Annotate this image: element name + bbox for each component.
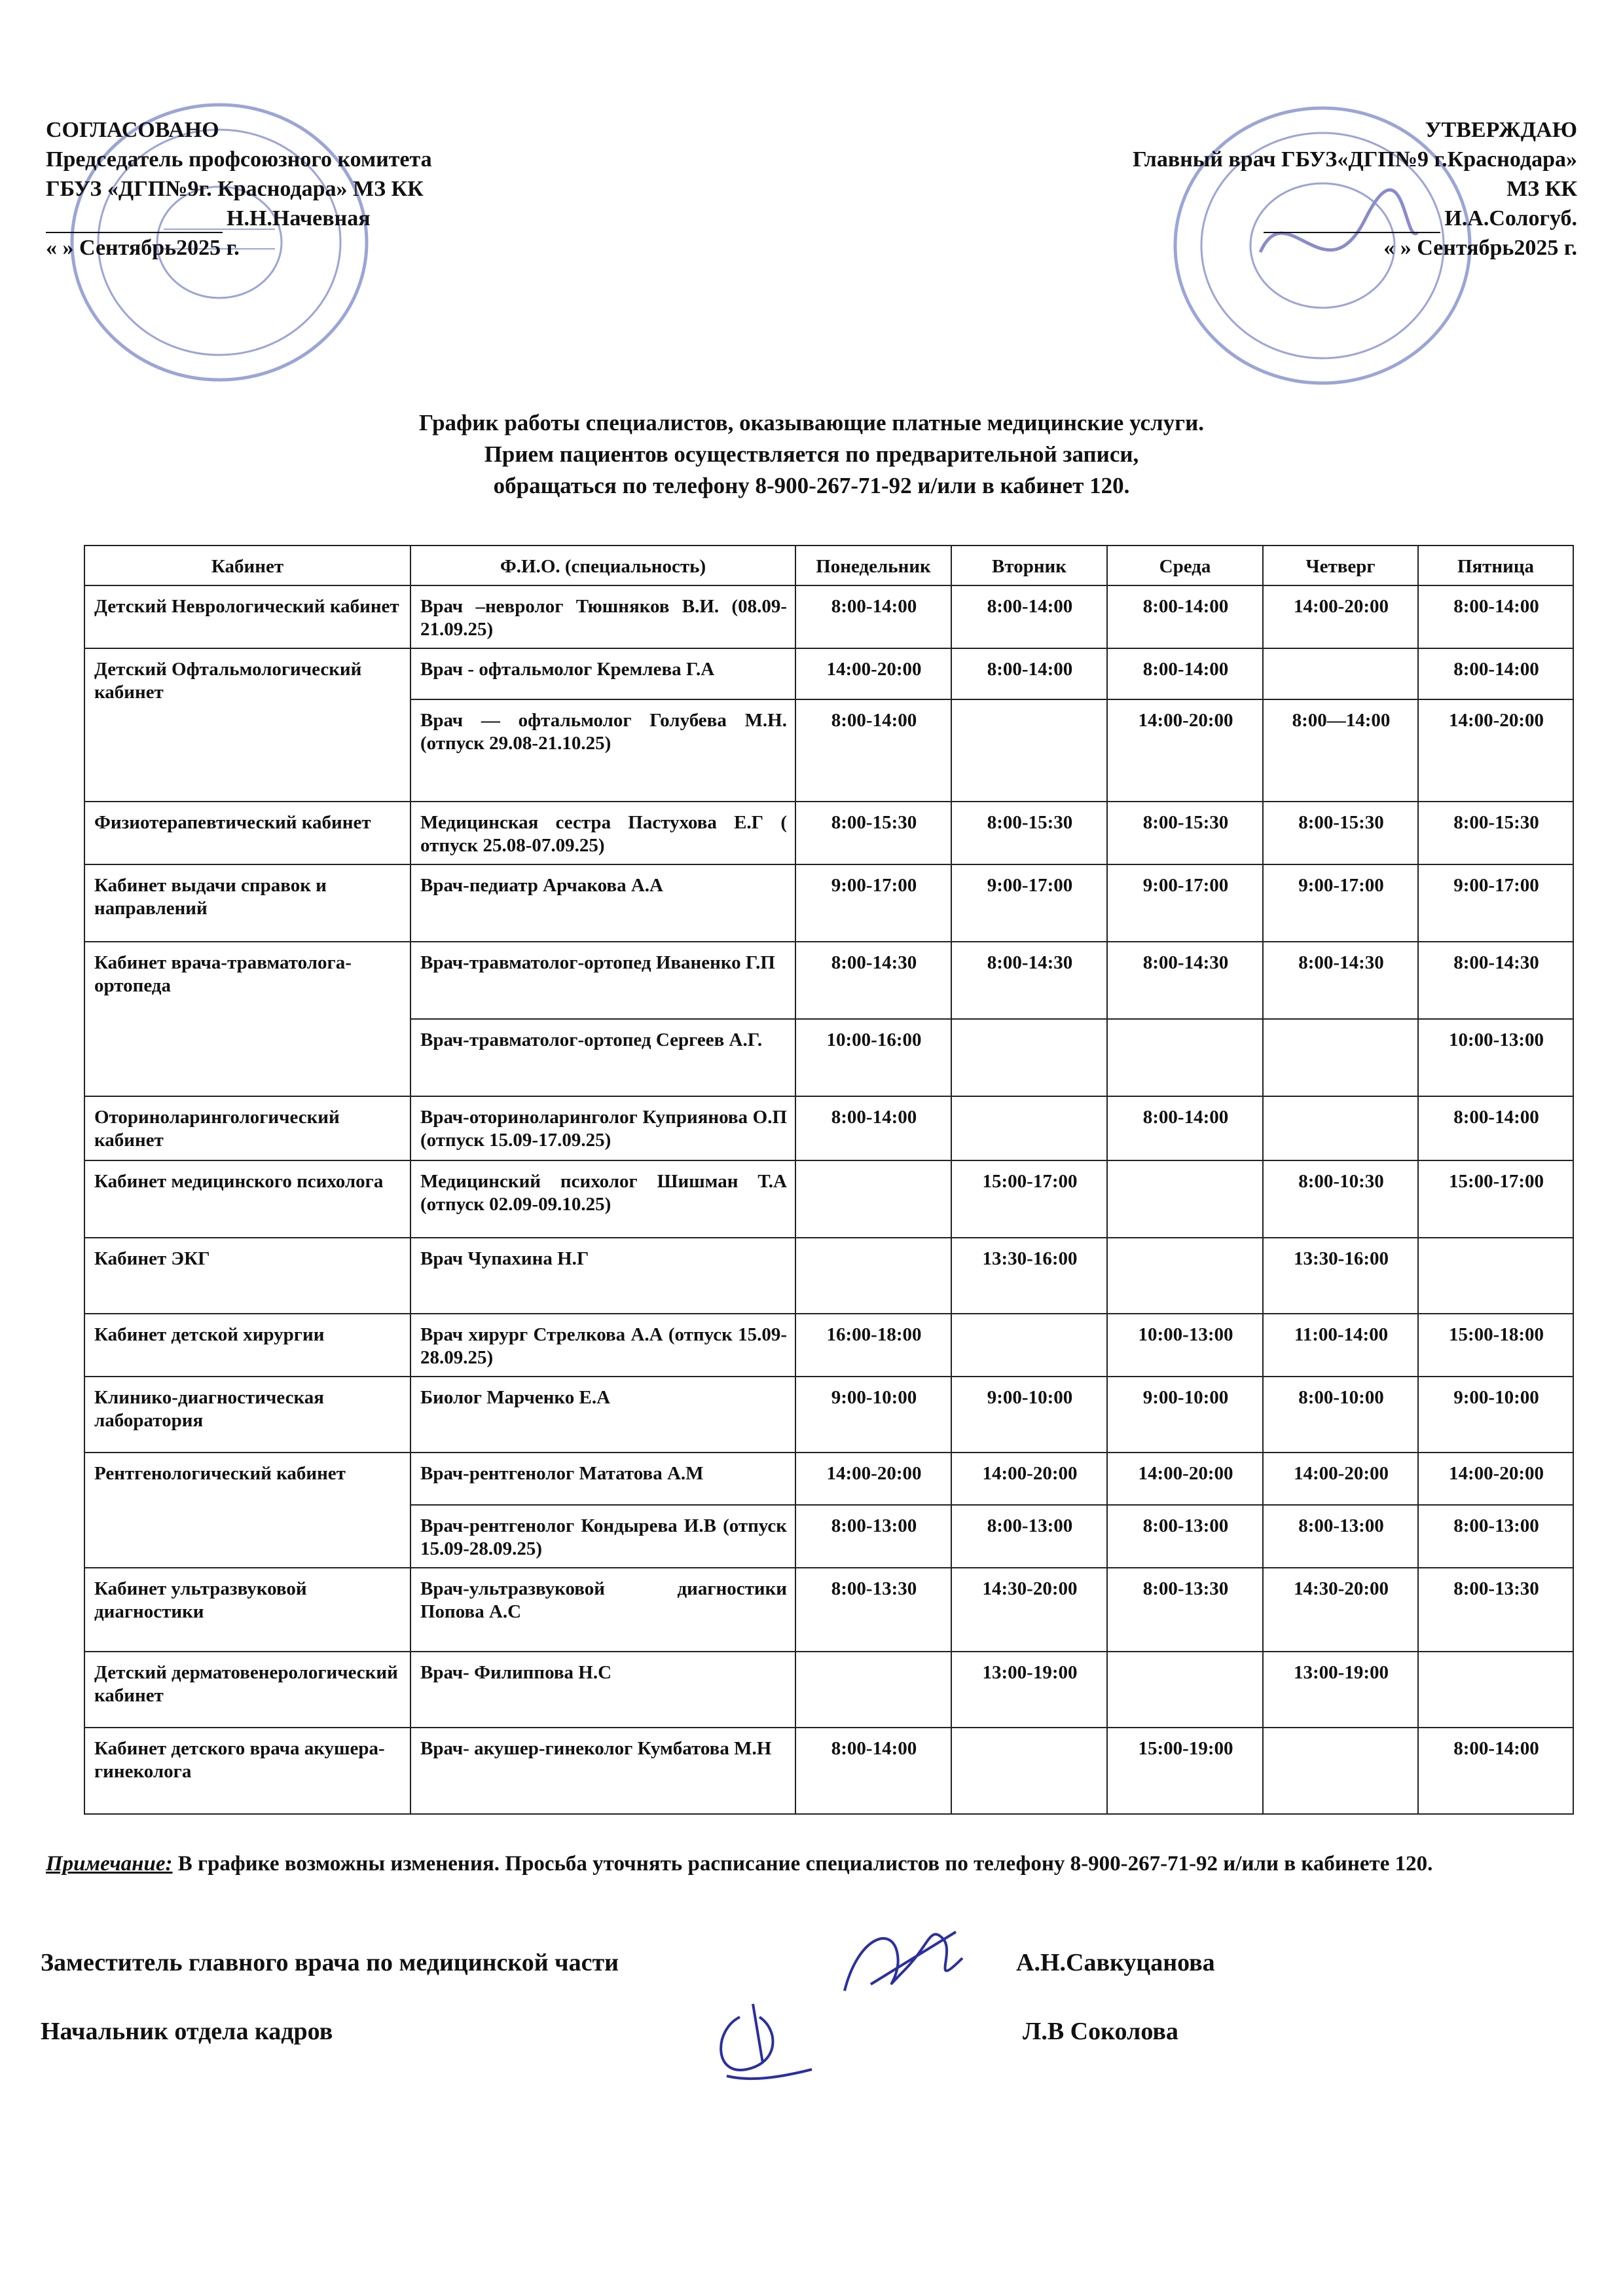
- time-cell: 8:00-15:30: [1263, 802, 1418, 864]
- time-cell: 8:00-14:00: [951, 585, 1107, 648]
- approval-right-block: [1133, 115, 1577, 263]
- handwritten-signature-deputy: [831, 1912, 976, 2010]
- time-cell: 8:00-14:00: [1418, 585, 1573, 648]
- title-line3: обращаться по телефону 8-900-267-71-92 и/или в кабинет 120.: [493, 473, 1130, 498]
- table-row: [84, 864, 1573, 942]
- time-cell: 8:00-14:30: [1107, 942, 1263, 1019]
- approval-left-line1: Председатель профсоюзного комитета: [46, 147, 432, 172]
- time-cell: 14:00-20:00: [1418, 1453, 1573, 1505]
- time-cell: 8:00-14:00: [1418, 1728, 1573, 1814]
- time-cell: [951, 1019, 1107, 1096]
- approval-left-date: « » Сентябрь2025 г.: [46, 236, 240, 260]
- time-cell: 14:00-20:00: [1107, 1453, 1263, 1505]
- time-cell: 8:00-14:30: [951, 942, 1107, 1019]
- time-cell: [1107, 1652, 1263, 1728]
- table-row: [84, 1728, 1573, 1814]
- cabinet-cell: Кабинет детского врача акушера-гинеколога: [84, 1728, 410, 1814]
- column-header: Среда: [1107, 546, 1263, 585]
- cabinet-cell: Оториноларингологический кабинет: [84, 1096, 410, 1160]
- time-cell: 8:00-15:30: [1418, 802, 1573, 864]
- table-row: [84, 1238, 1573, 1314]
- approval-right-line2: МЗ КК: [1506, 177, 1577, 201]
- time-cell: 8:00-13:30: [1107, 1568, 1263, 1652]
- specialist-cell: Врач-ультразвуковой диагностики Попова А.С: [410, 1568, 795, 1652]
- time-cell: [1263, 648, 1418, 699]
- time-cell: 8:00-14:00: [1418, 648, 1573, 699]
- cabinet-cell: Кабинет ультразвуковой диагностики: [84, 1568, 410, 1652]
- table-row: [84, 648, 1573, 699]
- specialist-cell: Врач- акушер-гинеколог Кумбатова М.Н: [410, 1728, 795, 1814]
- time-cell: 13:00-19:00: [1263, 1652, 1418, 1728]
- time-cell: [1418, 1238, 1573, 1314]
- time-cell: 9:00-17:00: [1107, 864, 1263, 942]
- time-cell: 13:00-19:00: [951, 1652, 1107, 1728]
- time-cell: 9:00-10:00: [1107, 1377, 1263, 1453]
- time-cell: 8:00—14:00: [1263, 699, 1418, 802]
- signature-name-hr: Л.В Соколова: [1023, 2018, 1178, 2045]
- specialist-cell: Врач - офтальмолог Кремлева Г.А: [410, 648, 795, 699]
- note: [46, 1848, 1578, 1879]
- table-row: [84, 1096, 1573, 1160]
- time-cell: 8:00-13:00: [1263, 1505, 1418, 1568]
- specialist-cell: Врач Чупахина Н.Г: [410, 1238, 795, 1314]
- specialist-cell: Врач- Филиппова Н.С: [410, 1652, 795, 1728]
- time-cell: [1263, 1019, 1418, 1096]
- time-cell: 8:00-13:30: [795, 1568, 951, 1652]
- time-cell: 9:00-10:00: [1418, 1377, 1573, 1453]
- time-cell: 8:00-14:00: [795, 1728, 951, 1814]
- time-cell: 14:00-20:00: [795, 648, 951, 699]
- time-cell: 14:30-20:00: [951, 1568, 1107, 1652]
- column-header: Ф.И.О. (специальность): [410, 546, 795, 585]
- time-cell: [951, 1728, 1107, 1814]
- time-cell: 14:00-20:00: [1263, 585, 1418, 648]
- column-header: Кабинет: [84, 546, 410, 585]
- table-header-row: [84, 546, 1573, 585]
- cabinet-cell: Кабинет ЭКГ: [84, 1238, 410, 1314]
- time-cell: 8:00-14:00: [1107, 585, 1263, 648]
- time-cell: [795, 1160, 951, 1238]
- title-line2: Прием пациентов осуществляется по предварительной записи,: [484, 441, 1139, 467]
- time-cell: 8:00-10:30: [1263, 1160, 1418, 1238]
- specialist-cell: Медицинский психолог Шишман Т.А (отпуск 02.09-09.10.25): [410, 1160, 795, 1238]
- specialist-cell: Врач-травматолог-ортопед Сергеев А.Г.: [410, 1019, 795, 1096]
- column-header: Пятница: [1418, 546, 1573, 585]
- time-cell: 16:00-18:00: [795, 1314, 951, 1377]
- time-cell: 8:00-14:00: [1418, 1096, 1573, 1160]
- table-row: [84, 1160, 1573, 1238]
- time-cell: 9:00-10:00: [795, 1377, 951, 1453]
- time-cell: 8:00-14:00: [951, 648, 1107, 699]
- time-cell: [951, 1096, 1107, 1160]
- approval-left-line2: ГБУЗ «ДГП№9г. Краснодара» МЗ КК: [46, 177, 424, 201]
- time-cell: 11:00-14:00: [1263, 1314, 1418, 1377]
- time-cell: [1107, 1160, 1263, 1238]
- time-cell: 8:00-15:30: [951, 802, 1107, 864]
- time-cell: 8:00-10:00: [1263, 1377, 1418, 1453]
- column-header: Четверг: [1263, 546, 1418, 585]
- specialist-cell: Врач-оториноларинголог Куприянова О.П (отпуск 15.09-17.09.25): [410, 1096, 795, 1160]
- time-cell: 8:00-14:00: [795, 585, 951, 648]
- note-label: Примечание:: [46, 1852, 173, 1876]
- time-cell: 9:00-17:00: [1418, 864, 1573, 942]
- table-row: [84, 1314, 1573, 1377]
- time-cell: 15:00-18:00: [1418, 1314, 1573, 1377]
- time-cell: 10:00-16:00: [795, 1019, 951, 1096]
- cabinet-cell: Клинико-диагностическая лаборатория: [84, 1377, 410, 1453]
- table-row: [84, 1568, 1573, 1652]
- time-cell: 8:00-14:30: [795, 942, 951, 1019]
- column-header: Понедельник: [795, 546, 951, 585]
- table-row: [84, 1652, 1573, 1728]
- time-cell: [951, 699, 1107, 802]
- time-cell: [951, 1314, 1107, 1377]
- table-row: [84, 1453, 1573, 1505]
- time-cell: 8:00-14:00: [795, 1096, 951, 1160]
- signature-name-deputy: А.Н.Савкуцанова: [1016, 1949, 1215, 1976]
- time-cell: 8:00-15:30: [1107, 802, 1263, 864]
- time-cell: 14:30-20:00: [1263, 1568, 1418, 1652]
- specialist-cell: Биолог Марченко Е.А: [410, 1377, 795, 1453]
- time-cell: 8:00-14:00: [1107, 648, 1263, 699]
- cabinet-cell: Кабинет детской хирургии: [84, 1314, 410, 1377]
- time-cell: 8:00-13:00: [951, 1505, 1107, 1568]
- approval-right-name: И.А.Сологуб.: [1444, 206, 1577, 231]
- time-cell: 15:00-17:00: [951, 1160, 1107, 1238]
- time-cell: 8:00-13:00: [795, 1505, 951, 1568]
- specialist-cell: Врач хирург Стрелкова А.А (отпуск 15.09-28.09.25): [410, 1314, 795, 1377]
- approval-right-line1: Главный врач ГБУЗ«ДГП№9 г.Краснодара»: [1132, 147, 1577, 172]
- time-cell: 14:00-20:00: [1418, 699, 1573, 802]
- table-row: [84, 585, 1573, 648]
- approval-left-heading: СОГЛАСОВАНО: [46, 118, 219, 142]
- time-cell: 8:00-13:30: [1418, 1568, 1573, 1652]
- time-cell: 8:00-14:00: [1107, 1096, 1263, 1160]
- time-cell: 14:00-20:00: [1263, 1453, 1418, 1505]
- time-cell: 14:00-20:00: [1107, 699, 1263, 802]
- time-cell: 8:00-15:30: [795, 802, 951, 864]
- time-cell: 9:00-17:00: [951, 864, 1107, 942]
- time-cell: 8:00-14:00: [795, 699, 951, 802]
- time-cell: [1263, 1728, 1418, 1814]
- signature-line: [46, 212, 223, 233]
- time-cell: 10:00-13:00: [1107, 1314, 1263, 1377]
- time-cell: [1107, 1019, 1263, 1096]
- time-cell: [1107, 1238, 1263, 1314]
- cabinet-cell: Детский дерматовенерологический кабинет: [84, 1652, 410, 1728]
- specialist-cell: Врач-травматолог-ортопед Иваненко Г.П: [410, 942, 795, 1019]
- cabinet-cell: Кабинет врача-травматолога-ортопеда: [84, 942, 410, 1096]
- time-cell: 8:00-14:30: [1263, 942, 1418, 1019]
- approval-right-heading: УТВЕРЖДАЮ: [1425, 118, 1577, 142]
- signature-role-deputy: Заместитель главного врача по медицинской части: [41, 1949, 619, 1976]
- time-cell: 13:30-16:00: [951, 1238, 1107, 1314]
- time-cell: [1263, 1096, 1418, 1160]
- specialist-cell: Медицинская сестра Пастухова Е.Г ( отпуск 25.08-07.09.25): [410, 802, 795, 864]
- cabinet-cell: Кабинет медицинского психолога: [84, 1160, 410, 1238]
- specialist-cell: Врач –невролог Тюшняков В.И. (08.09-21.09.25): [410, 585, 795, 648]
- specialist-cell: Врач-рентгенолог Мататова А.М: [410, 1453, 795, 1505]
- time-cell: [795, 1238, 951, 1314]
- cabinet-cell: Рентгенологический кабинет: [84, 1453, 410, 1568]
- time-cell: 14:00-20:00: [951, 1453, 1107, 1505]
- note-text: В графике возможны изменения. Просьба уточнять расписание специалистов по телефону 8-900-267-71-92 и/или в кабинете 120.: [172, 1852, 1433, 1876]
- document-title: [0, 407, 1623, 502]
- time-cell: 15:00-17:00: [1418, 1160, 1573, 1238]
- time-cell: 9:00-10:00: [951, 1377, 1107, 1453]
- specialist-cell: Врач-педиатр Арчакова А.А: [410, 864, 795, 942]
- specialist-cell: Врач-рентгенолог Кондырева И.В (отпуск 15.09-28.09.25): [410, 1505, 795, 1568]
- specialist-cell: Врач — офтальмолог Голубева М.Н. (отпуск 29.08-21.10.25): [410, 699, 795, 802]
- approval-left-name: Н.Н.Начевная: [227, 206, 371, 231]
- table-row: [84, 802, 1573, 864]
- schedule-table: [84, 545, 1574, 1815]
- time-cell: [795, 1652, 951, 1728]
- time-cell: 10:00-13:00: [1418, 1019, 1573, 1096]
- time-cell: 14:00-20:00: [795, 1453, 951, 1505]
- time-cell: 8:00-14:30: [1418, 942, 1573, 1019]
- approval-left-block: [46, 115, 432, 263]
- table-row: [84, 1377, 1573, 1453]
- signature-line: [1264, 212, 1440, 233]
- title-line1: График работы специалистов, оказывающие платные медицинские услуги.: [419, 410, 1204, 435]
- time-cell: [1418, 1652, 1573, 1728]
- cabinet-cell: Детский Неврологический кабинет: [84, 585, 410, 648]
- cabinet-cell: Кабинет выдачи справок и направлений: [84, 864, 410, 942]
- time-cell: 15:00-19:00: [1107, 1728, 1263, 1814]
- table-row: [84, 942, 1573, 1019]
- time-cell: 8:00-13:00: [1418, 1505, 1573, 1568]
- cabinet-cell: Детский Офтальмологический кабинет: [84, 648, 410, 802]
- signature-role-hr: Начальник отдела кадров: [41, 2018, 333, 2045]
- time-cell: 8:00-13:00: [1107, 1505, 1263, 1568]
- cabinet-cell: Физиотерапевтический кабинет: [84, 802, 410, 864]
- time-cell: 13:30-16:00: [1263, 1238, 1418, 1314]
- time-cell: 9:00-17:00: [1263, 864, 1418, 942]
- column-header: Вторник: [951, 546, 1107, 585]
- handwritten-signature-hr: [701, 1991, 818, 2089]
- approval-right-date: « » Сентябрь2025 г.: [1383, 236, 1577, 260]
- time-cell: 9:00-17:00: [795, 864, 951, 942]
- table-body: [84, 585, 1573, 1814]
